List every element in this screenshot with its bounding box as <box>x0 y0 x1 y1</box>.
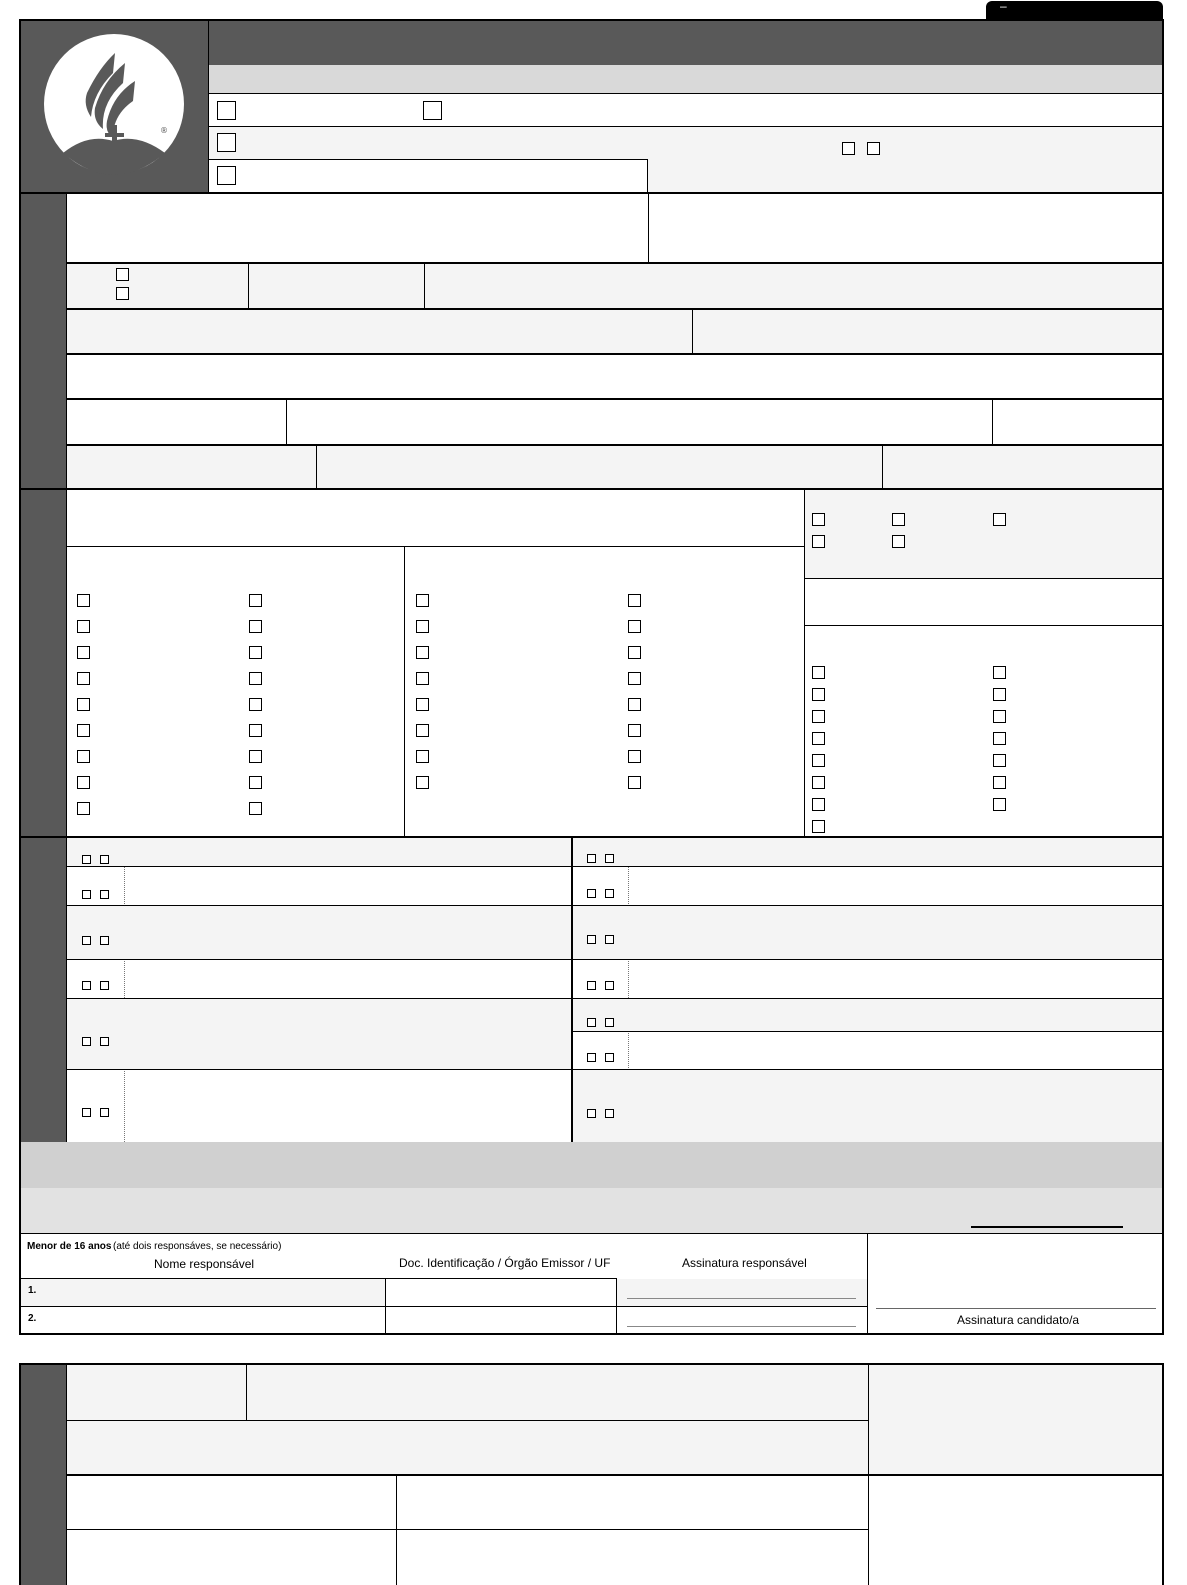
grid-f-checkbox-3[interactable] <box>993 710 1006 723</box>
adventist-logo-icon <box>43 33 185 175</box>
grid-c-checkbox-1[interactable] <box>416 594 429 607</box>
minor-row-2-num: 2. <box>28 1313 37 1324</box>
grid-e-checkbox-7[interactable] <box>812 798 825 811</box>
grid-b-checkbox-2[interactable] <box>249 620 262 633</box>
q-right-6-yes[interactable] <box>587 1053 596 1062</box>
marital-checkbox-5[interactable] <box>892 535 905 548</box>
q-left-1-yes[interactable] <box>82 855 91 864</box>
grid-b-checkbox-6[interactable] <box>249 724 262 737</box>
personal-option-checkbox-2[interactable] <box>116 287 129 300</box>
form-subtitle-bar <box>209 65 1162 94</box>
grid-e-checkbox-2[interactable] <box>812 688 825 701</box>
grid-d-checkbox-1[interactable] <box>628 594 641 607</box>
q-right-7-no[interactable] <box>605 1109 614 1118</box>
checklist-sidebar <box>21 490 66 836</box>
grid-b-checkbox-4[interactable] <box>249 672 262 685</box>
grid-c-checkbox-6[interactable] <box>416 724 429 737</box>
grid-d-checkbox-6[interactable] <box>628 724 641 737</box>
grid-d-checkbox-8[interactable] <box>628 776 641 789</box>
grid-a-checkbox-4[interactable] <box>77 672 90 685</box>
grid-e-checkbox-8[interactable] <box>812 820 825 833</box>
header-no-checkbox[interactable] <box>867 142 880 155</box>
declaration-band <box>19 1142 1164 1234</box>
personal-data-sidebar <box>21 194 66 488</box>
q-left-3-yes[interactable] <box>82 936 91 945</box>
q-right-1-yes[interactable] <box>587 854 596 863</box>
grid-b-checkbox-9[interactable] <box>249 802 262 815</box>
grid-c-checkbox-5[interactable] <box>416 698 429 711</box>
grid-f-checkbox-1[interactable] <box>993 666 1006 679</box>
grid-a-checkbox-8[interactable] <box>77 776 90 789</box>
header-yes-checkbox[interactable] <box>842 142 855 155</box>
grid-c-checkbox-7[interactable] <box>416 750 429 763</box>
q-left-2-no[interactable] <box>100 890 109 899</box>
q-left-5-yes[interactable] <box>82 1037 91 1046</box>
grid-d-checkbox-5[interactable] <box>628 698 641 711</box>
grid-e-checkbox-6[interactable] <box>812 776 825 789</box>
grid-d-checkbox-7[interactable] <box>628 750 641 763</box>
q-left-1-no[interactable] <box>100 855 109 864</box>
q-right-4-yes[interactable] <box>587 981 596 990</box>
q-right-5-yes[interactable] <box>587 1018 596 1027</box>
marital-checkbox-2[interactable] <box>892 513 905 526</box>
grid-c-checkbox-2[interactable] <box>416 620 429 633</box>
minor-row-1-num: 1. <box>28 1285 37 1296</box>
grid-c-checkbox-3[interactable] <box>416 646 429 659</box>
grid-f-checkbox-4[interactable] <box>993 732 1006 745</box>
grid-b-checkbox-5[interactable] <box>249 698 262 711</box>
header-option-checkbox-4[interactable] <box>217 166 236 185</box>
grid-a-checkbox-6[interactable] <box>77 724 90 737</box>
col-doc-header: Doc. Identificação / Órgão Emissor / UF <box>399 1256 611 1270</box>
header-option-checkbox-1[interactable] <box>217 101 236 120</box>
q-right-5-no[interactable] <box>605 1018 614 1027</box>
grid-a-checkbox-3[interactable] <box>77 646 90 659</box>
grid-c-checkbox-4[interactable] <box>416 672 429 685</box>
grid-e-checkbox-1[interactable] <box>812 666 825 679</box>
grid-f-checkbox-6[interactable] <box>993 776 1006 789</box>
grid-a-checkbox-2[interactable] <box>77 620 90 633</box>
top-tab-text: – <box>1000 0 1007 13</box>
q-right-1-no[interactable] <box>605 854 614 863</box>
q-right-7-yes[interactable] <box>587 1109 596 1118</box>
q-right-2-yes[interactable] <box>587 889 596 898</box>
grid-a-checkbox-5[interactable] <box>77 698 90 711</box>
grid-e-checkbox-4[interactable] <box>812 732 825 745</box>
office-sidebar <box>21 1365 66 1585</box>
header-option-checkbox-3[interactable] <box>217 133 236 152</box>
grid-a-checkbox-7[interactable] <box>77 750 90 763</box>
grid-d-checkbox-2[interactable] <box>628 620 641 633</box>
registered-mark: ® <box>160 126 168 135</box>
minor-row-1-signature-line <box>627 1298 856 1299</box>
q-right-3-no[interactable] <box>605 935 614 944</box>
q-left-6-no[interactable] <box>100 1108 109 1117</box>
minor-title: Menor de 16 anos <box>27 1241 112 1252</box>
q-left-4-yes[interactable] <box>82 981 91 990</box>
header-option-checkbox-2[interactable] <box>423 101 442 120</box>
grid-d-checkbox-3[interactable] <box>628 646 641 659</box>
grid-e-checkbox-3[interactable] <box>812 710 825 723</box>
marital-checkbox-4[interactable] <box>812 535 825 548</box>
q-left-3-no[interactable] <box>100 936 109 945</box>
q-right-2-no[interactable] <box>605 889 614 898</box>
grid-b-checkbox-7[interactable] <box>249 750 262 763</box>
q-left-4-no[interactable] <box>100 981 109 990</box>
grid-b-checkbox-1[interactable] <box>249 594 262 607</box>
q-left-2-yes[interactable] <box>82 890 91 899</box>
personal-option-checkbox-1[interactable] <box>116 268 129 281</box>
questions-sidebar <box>21 838 66 1142</box>
grid-d-checkbox-4[interactable] <box>628 672 641 685</box>
minor-note: (até dois responsáves, se necessário) <box>113 1241 282 1252</box>
candidate-signature-line <box>876 1308 1156 1309</box>
q-right-3-yes[interactable] <box>587 935 596 944</box>
grid-e-checkbox-5[interactable] <box>812 754 825 767</box>
col-signature-header: Assinatura responsável <box>682 1256 807 1270</box>
col-name-header: Nome responsável <box>154 1257 255 1271</box>
grid-f-checkbox-5[interactable] <box>993 754 1006 767</box>
grid-c-checkbox-8[interactable] <box>416 776 429 789</box>
grid-b-checkbox-8[interactable] <box>249 776 262 789</box>
grid-f-checkbox-7[interactable] <box>993 798 1006 811</box>
grid-a-checkbox-9[interactable] <box>77 802 90 815</box>
minor-row-2-signature-line <box>627 1326 856 1327</box>
form-title-bar <box>209 21 1162 65</box>
declaration-signature-line <box>971 1226 1123 1228</box>
q-left-5-no[interactable] <box>100 1037 109 1046</box>
q-left-6-yes[interactable] <box>82 1108 91 1117</box>
grid-f-checkbox-2[interactable] <box>993 688 1006 701</box>
marital-checkbox-3[interactable] <box>993 513 1006 526</box>
q-right-4-no[interactable] <box>605 981 614 990</box>
marital-checkbox-1[interactable] <box>812 513 825 526</box>
candidate-signature-label: Assinatura candidato/a <box>957 1313 1080 1327</box>
q-right-6-no[interactable] <box>605 1053 614 1062</box>
grid-a-checkbox-1[interactable] <box>77 594 90 607</box>
grid-b-checkbox-3[interactable] <box>249 646 262 659</box>
